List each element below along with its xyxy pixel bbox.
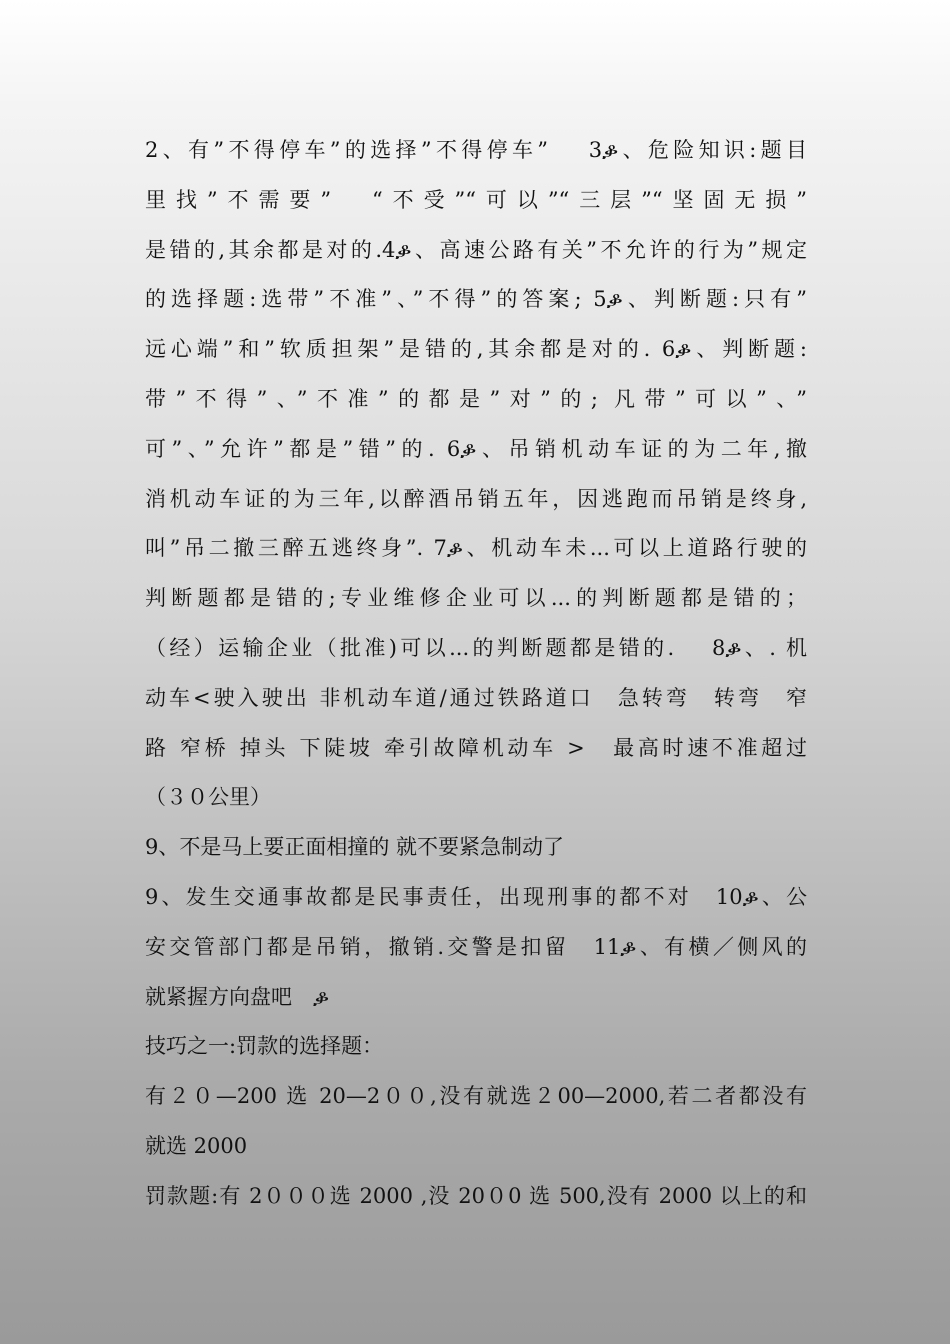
text-line: 可”、”允许”都是”错”的. 6ቇ、吊销机动车证的为二年,撤 (145, 436, 807, 461)
text-line: 2、有”不得停车”的选择”不得停车” 3ቇ、危险知识:题目 (145, 138, 807, 162)
section-heading: 技巧之一:罚款的选择题： (145, 1034, 384, 1059)
text-line: 判断题都是错的;专业维修企业可以...的判断题都是错的； (145, 586, 807, 611)
text-line: 9、不是马上要正面相撞的 就不要紧急制动了 (145, 835, 565, 860)
text-line: 就选 2000 (145, 1133, 248, 1158)
text-line: 是错的,其余都是对的.4ቇ、高速公路有关”不允许的行为”规定 (145, 237, 807, 262)
text-line: 远心端”和”软质担架”是错的,其余都是对的. 6ቇ、判断题: (145, 337, 807, 362)
text-line: 9、发生交通事故都是民事责任，出现刑事的都不对 10ቇ、公 (145, 884, 807, 909)
text-line: 安交管部门都是吊销，撤销.交警是扣留 11ቇ、有横／侧风的 (145, 934, 807, 959)
text-line: 的选择题:选带”不准”、”不得”的答案; 5ቇ、判断题:只有” (145, 287, 807, 312)
text-line: 罚款题:有 2０００选 2000 ,没 20０0 选 500,没有 2000 以上的和 (145, 1183, 807, 1208)
document-body (145, 126, 807, 1222)
text-line: 动车<驶入驶出 非机动车道/通过铁路道口 急转弯 转弯 窄 (145, 685, 807, 710)
text-line: 带”不得”、”不准”的都是”对”的; 凡带”可以”、” (145, 386, 807, 411)
text-line: 就紧握方向盘吧 ቇ (145, 984, 330, 1009)
text-line: （经）运输企业（批准)可以...的判断题都是错的. 8ቇ、. 机 (145, 635, 807, 660)
text-line: 消机动车证的为三年,以醉酒吊销五年，因逃跑而吊销是终身, (145, 486, 807, 511)
text-line: （３０公里） (145, 785, 271, 810)
text-line: 路 窄桥 掉头 下陡坡 牵引故障机动车 > 最高时速不准超过 (145, 735, 807, 760)
text-line: 叫”吊二撤三醉五逃终身”. 7ቇ、机动车未...可以上道路行驶的 (145, 536, 807, 561)
text-line: 有２０—200 选 20—2００,没有就选２00—2000,若二者都没有 (145, 1084, 807, 1109)
text-line: 里找”不需要” “不受”“可以”“三层”“坚固无损” (145, 187, 807, 212)
